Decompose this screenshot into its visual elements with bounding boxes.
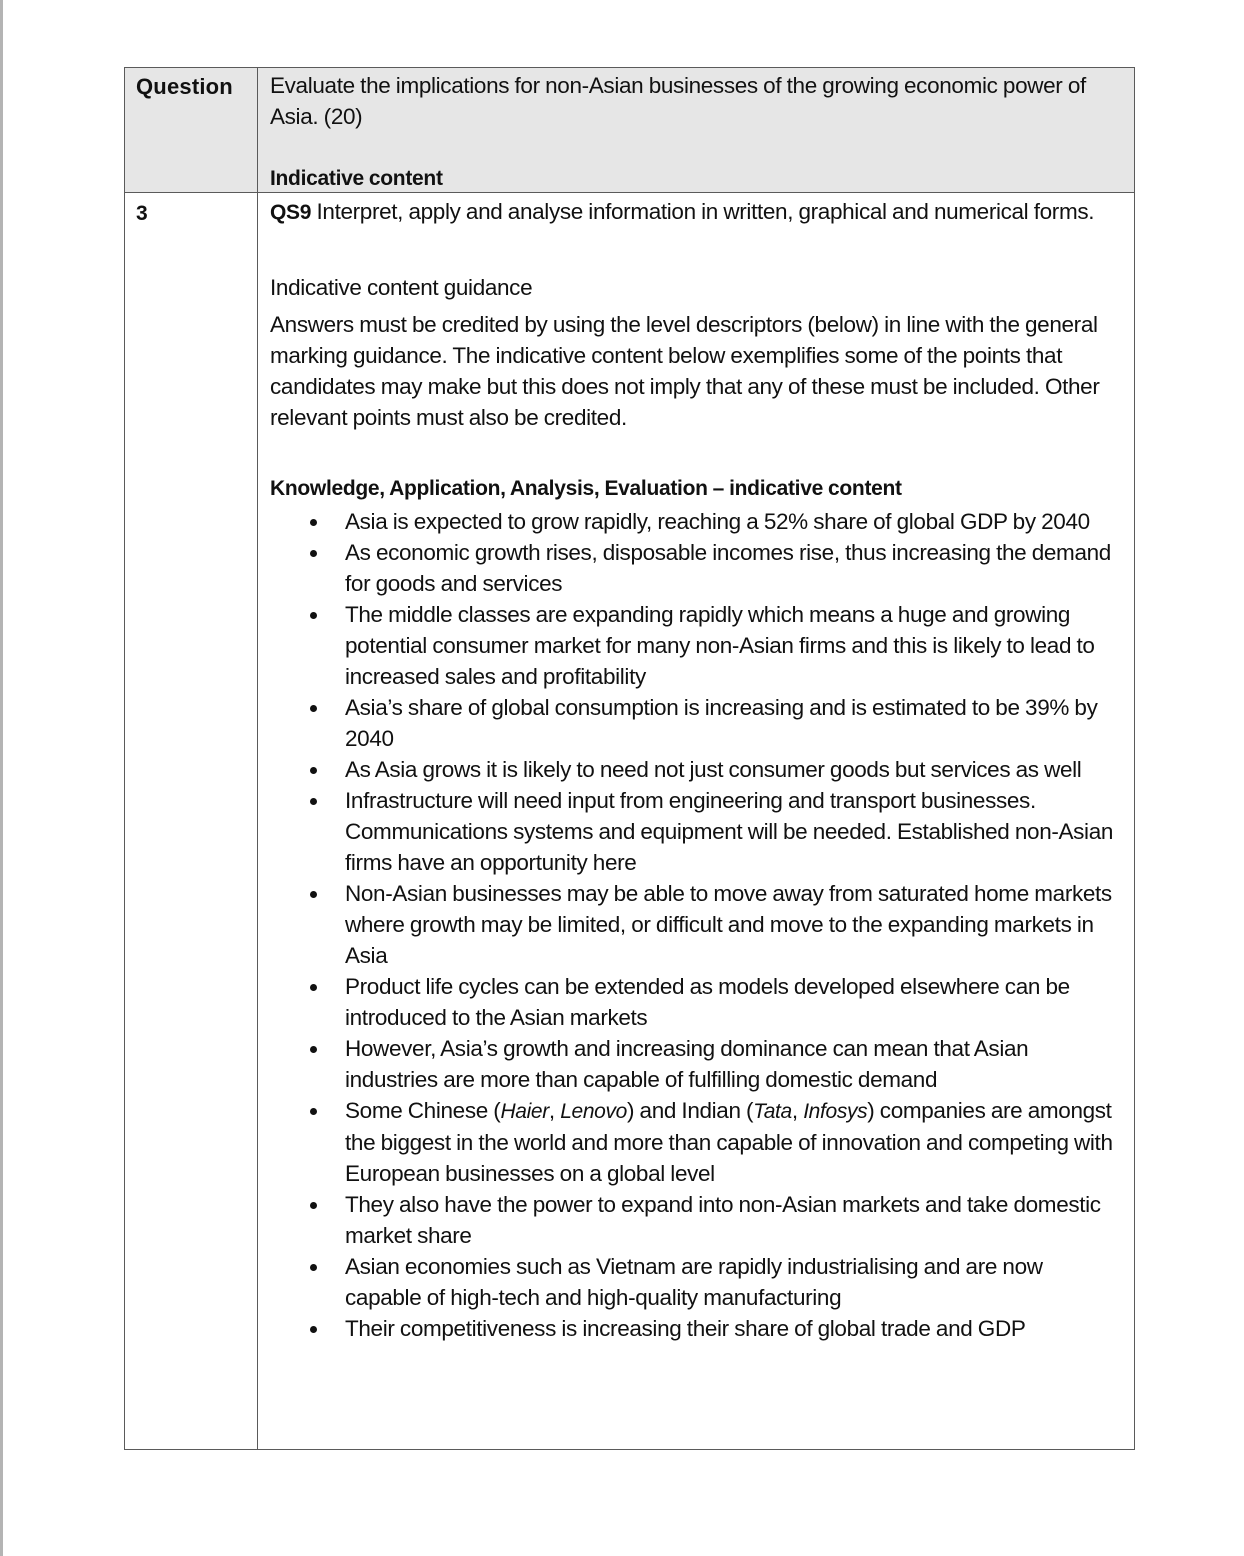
list-item: Some Chinese (Haier, Lenovo) and Indian (Tata, Infosys) companies are amongst the biggest in the world and more than capable of innovation and competing with European businesses on a global level [270, 1095, 1124, 1189]
list-item: As economic growth rises, disposable incomes rise, thus increasing the demand for goods and services [270, 537, 1124, 599]
bullet-icon [310, 1326, 317, 1333]
list-item: Asia’s share of global consumption is increasing and is estimated to be 39% by 2040 [270, 692, 1124, 754]
bullet-icon [310, 1046, 317, 1053]
bullet-icon [310, 767, 317, 774]
list-item: Non-Asian businesses may be able to move away from saturated home markets where growth may be limited, or difficult and move to the expanding markets in Asia [270, 878, 1124, 971]
company-lenovo: Lenovo [560, 1100, 627, 1123]
kaae-heading: Knowledge, Application, Analysis, Evaluation – indicative content [270, 477, 902, 500]
list-item: As Asia grows it is likely to need not just consumer goods but services as well [270, 754, 1124, 785]
list-item: However, Asia’s growth and increasing dominance can mean that Asian industries are more than capable of fulfilling domestic demand [270, 1033, 1124, 1095]
bullet-icon [310, 891, 317, 898]
bullet-icon [310, 984, 317, 991]
company-tata: Tata [753, 1100, 792, 1123]
guidance-title: Indicative content guidance [270, 275, 533, 300]
bullet-icon [310, 612, 317, 619]
question-number: 3 [136, 202, 148, 225]
bullet-icon [310, 1264, 317, 1271]
list-item: Their competitiveness is increasing their share of global trade and GDP [270, 1313, 1124, 1344]
bullet-icon [310, 1108, 317, 1115]
mark-scheme-table [124, 67, 1135, 1450]
qs-skill-statement [270, 196, 1124, 228]
indicative-points-list [270, 506, 1124, 1344]
qs-text: Interpret, apply and analyse information in written, graphical and numerical forms. [311, 199, 1095, 224]
company-infosys: Infosys [803, 1100, 868, 1123]
page-edge-scrollbar [0, 0, 3, 1556]
list-item: Asia is expected to grow rapidly, reaching a 52% share of global GDP by 2040 [270, 506, 1124, 537]
bullet-icon [310, 1202, 317, 1209]
table-row [125, 193, 1135, 1450]
question-label: Question [136, 74, 233, 99]
bullet-icon [310, 798, 317, 805]
bullet-icon [310, 705, 317, 712]
indicative-content-label: Indicative content [270, 167, 443, 190]
question-text: Evaluate the implications for non-Asian businesses of the growing economic power of Asia. (20) [270, 73, 1086, 129]
company-haier: Haier [500, 1100, 549, 1123]
question-label-cell [125, 68, 258, 193]
list-item: Infrastructure will need input from engineering and transport businesses. Communications systems and equipment will be needed. Established non-Asian firms have an opportunity here [270, 785, 1124, 878]
bullet-icon [310, 550, 317, 557]
list-item: They also have the power to expand into non-Asian markets and take domestic market share [270, 1189, 1124, 1251]
guidance-text: Answers must be credited by using the level descriptors (below) in line with the general marking guidance. The indicative content below exemplifies some of the points that candidates may make but this does not imply that any of these must be included. Other relevant points must also be credited. [270, 312, 1100, 430]
bullet-icon [310, 519, 317, 526]
table-header-row [125, 68, 1135, 193]
question-text-cell [258, 68, 1135, 193]
qs-code: QS9 [270, 201, 312, 224]
indicative-content-cell [258, 193, 1135, 1450]
list-item: Asian economies such as Vietnam are rapidly industrialising and are now capable of high-tech and high-quality manufacturing [270, 1251, 1124, 1313]
list-item: The middle classes are expanding rapidly which means a huge and growing potential consumer market for many non-Asian firms and this is likely to lead to increased sales and profitability [270, 599, 1124, 692]
question-number-cell [125, 193, 258, 1450]
list-item: Product life cycles can be extended as models developed elsewhere can be introduced to the Asian markets [270, 971, 1124, 1033]
